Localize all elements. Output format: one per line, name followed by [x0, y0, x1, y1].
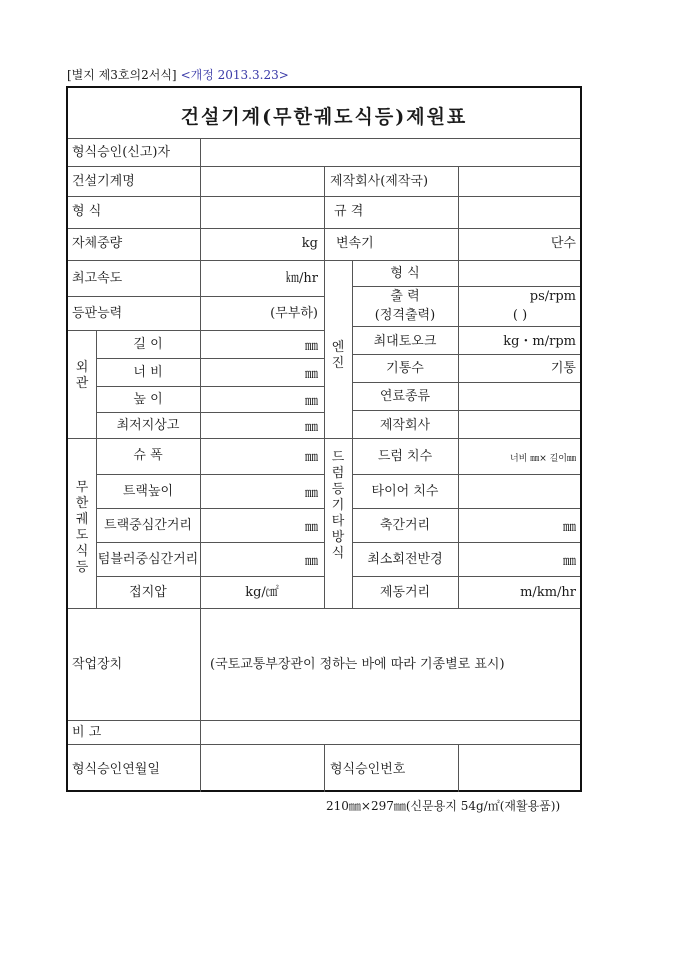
track-center-unit: ㎜: [304, 520, 318, 535]
approval-date-label: 형식승인연월일: [72, 762, 160, 777]
machine-name-label: 건설기계명: [72, 174, 135, 189]
outer-group-label: 외관: [75, 360, 89, 391]
own-weight-label: 자체중량: [72, 236, 123, 251]
tire-size-label: 타이어 치수: [371, 484, 439, 499]
engine-maker-label: 제작회사: [379, 418, 431, 433]
cylinders-label: 기통수: [386, 361, 424, 376]
engine-group-label: 엔진: [331, 340, 345, 371]
ground-pressure-label: 접지압: [129, 585, 167, 600]
output-paren: ( ): [512, 308, 528, 323]
shoe-width-unit: ㎜: [304, 450, 318, 465]
ground-pressure-unit: kg/㎠: [245, 585, 279, 600]
engine-model-label: 형 식: [390, 266, 420, 281]
transmission-label: 변속기: [336, 236, 374, 251]
length-label: 길 이: [133, 337, 163, 352]
max-speed-unit: ㎞/hr: [286, 271, 318, 286]
own-weight-unit: kg: [301, 236, 318, 251]
climbing-unit: (무부하): [270, 306, 318, 321]
transmission-unit: 단수: [550, 236, 576, 251]
page-title: 건설기계(무한궤도식등)제원표: [180, 106, 468, 128]
output-unit: ps/rpm: [529, 289, 576, 304]
height-label: 높 이: [133, 392, 163, 407]
approval-number-label: 형식승인번호: [330, 762, 406, 777]
form-reference: [별지 제3호의2서식] <개정 2013.3.23>: [67, 68, 289, 82]
axle-distance-label: 축간거리: [379, 518, 431, 533]
shoe-width-label: 슈 폭: [133, 448, 163, 463]
approval-holder-label: 형식승인(신고)자: [72, 145, 171, 160]
work-device-label: 작업장치: [72, 657, 123, 672]
width-unit: ㎜: [304, 367, 318, 382]
spec-label: 규 격: [334, 204, 364, 219]
paper-spec: 210㎜×297㎜(신문용지 54g/㎡(재활용품)): [326, 799, 561, 813]
length-unit: ㎜: [304, 339, 318, 354]
drum-group-label: 드럼등기타방식: [331, 450, 345, 561]
braking-distance-unit: m/km/hr: [520, 585, 576, 600]
drum-size-label: 드럼 치수: [377, 449, 433, 464]
ground-clearance-unit: ㎜: [304, 420, 318, 435]
model-label: 형 식: [72, 204, 102, 219]
turn-radius-unit: ㎜: [562, 554, 576, 569]
revision-note: <개정 2013.3.23>: [180, 68, 289, 82]
spec-table: [66, 86, 582, 792]
work-device-note: (국토교통부장관이 정하는 바에 따라 기종별로 표시): [210, 657, 505, 672]
braking-distance-label: 제동거리: [379, 585, 431, 600]
track-group-label: 무한궤도식등: [75, 480, 89, 575]
remarks-label: 비 고: [72, 725, 102, 740]
axle-distance-unit: ㎜: [562, 520, 576, 535]
track-height-unit: ㎜: [304, 486, 318, 501]
manufacturer-label: 제작회사(제작국): [330, 174, 429, 189]
tumbler-center-label: 텀블러중심간거리: [97, 552, 199, 567]
rated-output-label: (정격출력): [374, 308, 436, 323]
tumbler-center-unit: ㎜: [304, 554, 318, 569]
fuel-label: 연료종류: [379, 389, 431, 404]
max-speed-label: 최고속도: [72, 271, 123, 286]
height-unit: ㎜: [304, 394, 318, 409]
cylinders-unit: 기통: [550, 361, 576, 376]
max-torque-unit: kg・m/rpm: [503, 334, 576, 349]
climbing-label: 등판능력: [72, 306, 123, 321]
turn-radius-label: 최소회전반경: [367, 552, 443, 567]
output-label: 출 력: [390, 289, 420, 304]
max-torque-label: 최대토오크: [373, 334, 437, 349]
drum-size-unit: 너비 ㎜× 길이㎜: [509, 454, 576, 464]
track-height-label: 트랙높이: [122, 484, 174, 499]
width-label: 너 비: [133, 365, 163, 380]
track-center-label: 트랙중심간거리: [104, 518, 192, 533]
ground-clearance-label: 최저지상고: [116, 418, 180, 433]
